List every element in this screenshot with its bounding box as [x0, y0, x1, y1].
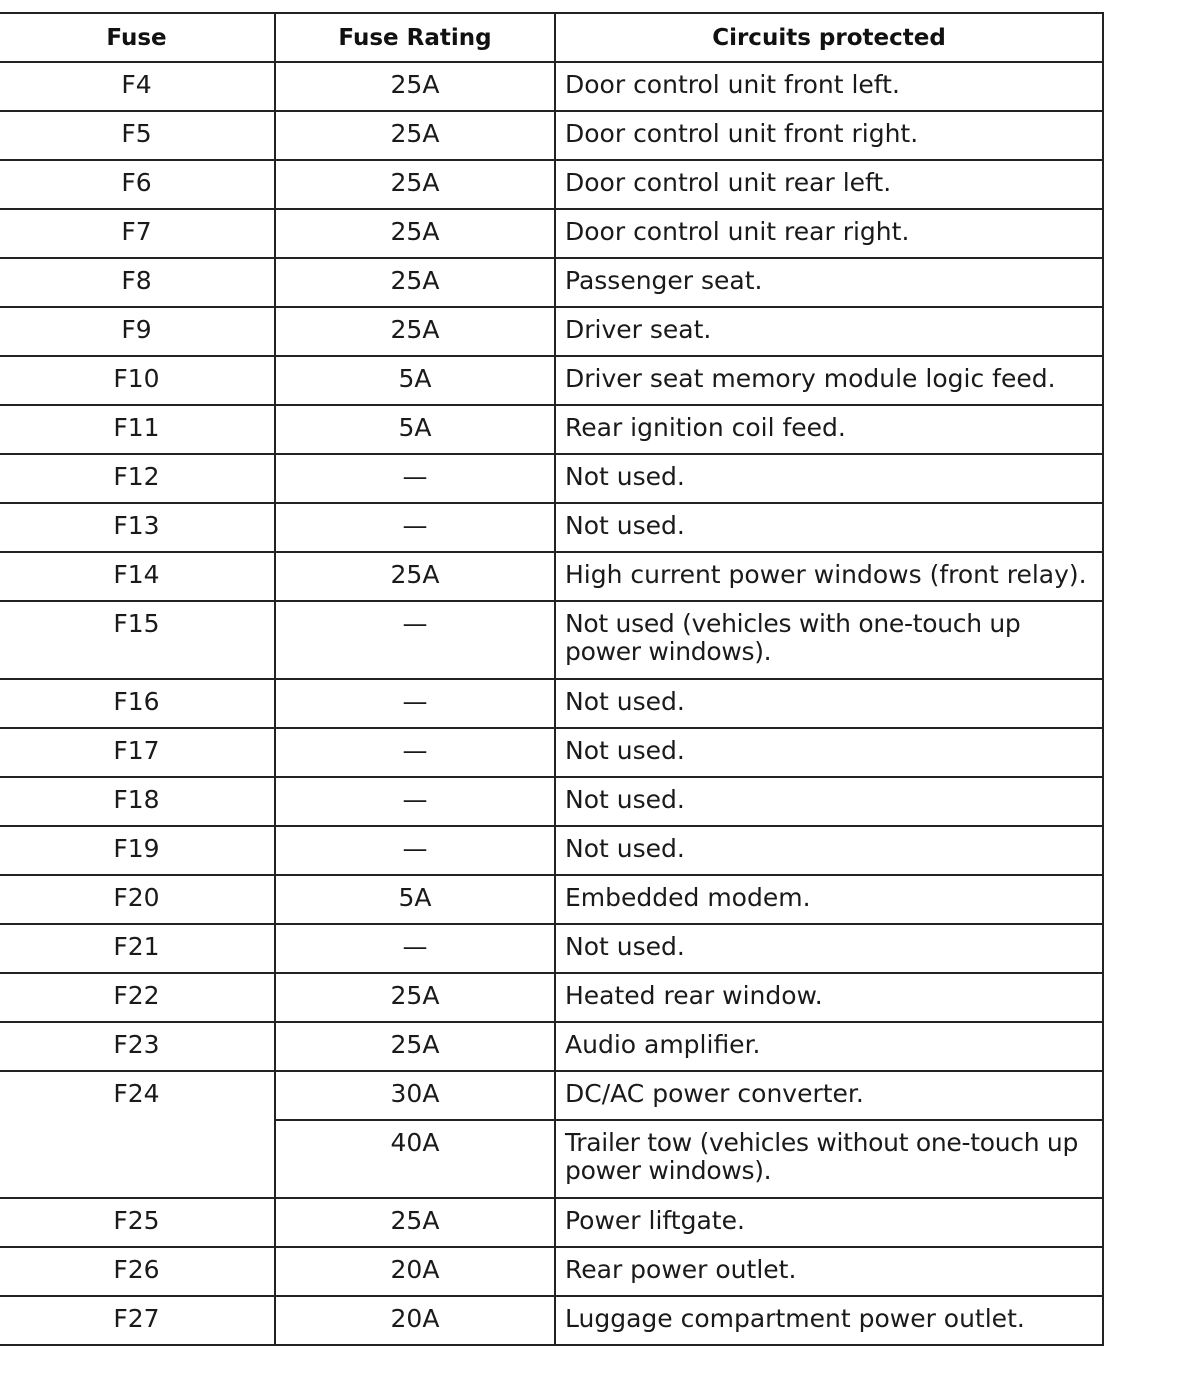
circuits-cell [555, 1120, 1103, 1198]
rating-cell: 30A [275, 1071, 555, 1120]
circuits-cell: Not used. [555, 826, 1103, 875]
rating-cell: 5A [275, 405, 555, 454]
circuits-line: Trailer tow (vehicles without one-touch up [565, 1128, 1079, 1157]
rating-cell: — [275, 454, 555, 503]
fuse-cell: F25 [0, 1198, 275, 1247]
rating-cell: 5A [275, 356, 555, 405]
table-row [0, 826, 1103, 875]
fuse-cell: F11 [0, 405, 275, 454]
fuse-cell: F19 [0, 826, 275, 875]
fuse-cell: F26 [0, 1247, 275, 1296]
rating-cell: 25A [275, 258, 555, 307]
rating-cell: — [275, 728, 555, 777]
fuse-table [0, 12, 1104, 1346]
circuits-cell: Not used. [555, 924, 1103, 973]
rating-cell: 40A [275, 1120, 555, 1198]
fuse-cell: F15 [0, 601, 275, 679]
fuse-cell: F12 [0, 454, 275, 503]
table-row [0, 1296, 1103, 1345]
fuse-cell: F20 [0, 875, 275, 924]
rating-cell: 20A [275, 1296, 555, 1345]
circuits-cell: Rear ignition coil feed. [555, 405, 1103, 454]
rating-cell: 25A [275, 1022, 555, 1071]
header-fuse: Fuse [0, 13, 275, 62]
circuits-cell: Door control unit rear right. [555, 209, 1103, 258]
table-row [0, 973, 1103, 1022]
circuits-cell: Luggage compartment power outlet. [555, 1296, 1103, 1345]
header-row [0, 13, 1103, 62]
fuse-cell: F24 [0, 1071, 275, 1198]
fuse-cell: F23 [0, 1022, 275, 1071]
fuse-cell: F21 [0, 924, 275, 973]
fuse-cell: F8 [0, 258, 275, 307]
rating-cell: 25A [275, 62, 555, 111]
table-row [0, 307, 1103, 356]
table-row [0, 777, 1103, 826]
rating-cell: — [275, 777, 555, 826]
circuits-line: Not used (vehicles with one-touch up [565, 609, 1021, 638]
circuits-line: power windows). [565, 1156, 772, 1185]
circuits-cell: Passenger seat. [555, 258, 1103, 307]
table-row [0, 875, 1103, 924]
circuits-cell: Rear power outlet. [555, 1247, 1103, 1296]
fuse-cell: F14 [0, 552, 275, 601]
circuits-cell: Driver seat memory module logic feed. [555, 356, 1103, 405]
fuse-cell: F10 [0, 356, 275, 405]
table-row [0, 728, 1103, 777]
rating-cell: — [275, 503, 555, 552]
rating-cell: — [275, 601, 555, 679]
circuits-cell: Driver seat. [555, 307, 1103, 356]
circuits-line: power windows). [565, 637, 772, 666]
table-row [0, 111, 1103, 160]
table-row [0, 405, 1103, 454]
rating-cell: — [275, 826, 555, 875]
circuits-cell: Door control unit front left. [555, 62, 1103, 111]
rating-cell: 25A [275, 307, 555, 356]
table-row [0, 454, 1103, 503]
fuse-cell: F5 [0, 111, 275, 160]
table-row [0, 356, 1103, 405]
circuits-cell: High current power windows (front relay). [555, 552, 1103, 601]
circuits-cell: Power liftgate. [555, 1198, 1103, 1247]
fuse-cell: F7 [0, 209, 275, 258]
circuits-cell: Not used. [555, 679, 1103, 728]
rating-cell: — [275, 924, 555, 973]
circuits-cell: Heated rear window. [555, 973, 1103, 1022]
table-row [0, 503, 1103, 552]
circuits-cell: Not used. [555, 728, 1103, 777]
table-row [0, 209, 1103, 258]
table-row [0, 160, 1103, 209]
circuits-cell: Not used. [555, 777, 1103, 826]
table-row [0, 62, 1103, 111]
table-row [0, 258, 1103, 307]
circuits-cell: Door control unit front right. [555, 111, 1103, 160]
circuits-cell: Not used. [555, 454, 1103, 503]
table-row [0, 924, 1103, 973]
fuse-cell: F18 [0, 777, 275, 826]
header-fuse-rating: Fuse Rating [275, 13, 555, 62]
fuse-cell: F22 [0, 973, 275, 1022]
table-row [0, 679, 1103, 728]
circuits-cell: Audio amplifier. [555, 1022, 1103, 1071]
fuse-cell: F17 [0, 728, 275, 777]
rating-cell: 25A [275, 552, 555, 601]
rating-cell: 25A [275, 973, 555, 1022]
header-circuits-protected: Circuits protected [555, 13, 1103, 62]
circuits-cell: DC/AC power converter. [555, 1071, 1103, 1120]
rating-cell: 20A [275, 1247, 555, 1296]
fuse-cell: F13 [0, 503, 275, 552]
circuits-cell: Not used. [555, 503, 1103, 552]
rating-cell: — [275, 679, 555, 728]
fuse-cell: F6 [0, 160, 275, 209]
rating-cell: 25A [275, 160, 555, 209]
table-row [0, 1247, 1103, 1296]
table-row [0, 552, 1103, 601]
rating-cell: 25A [275, 1198, 555, 1247]
table-row [0, 1198, 1103, 1247]
fuse-cell: F16 [0, 679, 275, 728]
circuits-cell [555, 601, 1103, 679]
table-row [0, 1022, 1103, 1071]
rating-cell: 5A [275, 875, 555, 924]
rating-cell: 25A [275, 209, 555, 258]
rating-cell: 25A [275, 111, 555, 160]
table-row [0, 1071, 1103, 1120]
circuits-cell: Door control unit rear left. [555, 160, 1103, 209]
circuits-cell: Embedded modem. [555, 875, 1103, 924]
fuse-cell: F27 [0, 1296, 275, 1345]
fuse-cell: F9 [0, 307, 275, 356]
fuse-cell: F4 [0, 62, 275, 111]
table-row [0, 601, 1103, 679]
